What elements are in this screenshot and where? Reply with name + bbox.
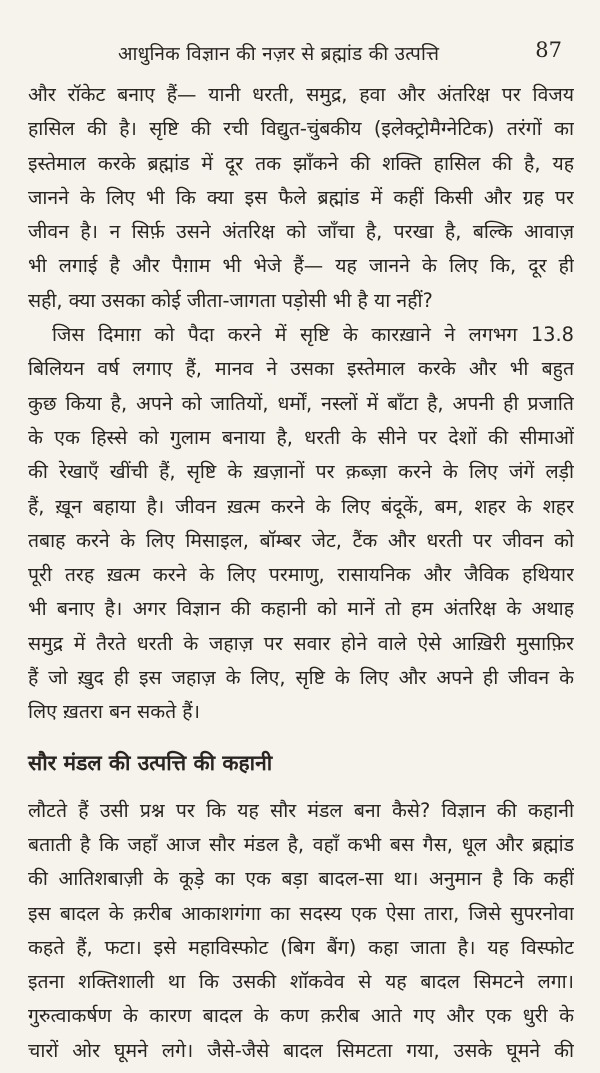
text-line: कहते हैं, फटा। इसे महाविस्फोट (बिग बैंग) कहा जाता है। यह विस्फोट [28, 935, 574, 959]
text-line: बताती है कि जहाँ आज सौर मंडल है, वहाँ कभी बस गैस, धूल और ब्रह्मांड [28, 832, 574, 856]
text-line: चारों ओर घूमने लगे। जैसे-जैसे बादल सिमटता गया, उसके घूमने की [28, 1038, 574, 1062]
section-heading: सौर मंडल की उत्पत्ति की कहानी [28, 750, 273, 775]
text-line: हैं, ख़ून बहाया है। जीवन ख़त्म करने के लिए बंदूकें, बम, शहर के शहर [28, 494, 574, 518]
text-line: और रॉकेट बनाए हैं— यानी धरती, समुद्र, हवा और अंतरिक्ष पर विजय [28, 83, 574, 106]
text-line: इतना शक्तिशाली था कि उसकी शॉकवेव से यह बादल सिमटने लगा। [28, 970, 574, 994]
text-line: जानने के लिए भी कि क्या इस फैले ब्रह्मांड में कहीं किसी और ग्रह पर [28, 185, 574, 209]
text-line: के एक हिस्से को गुलाम बनाया है, धरती के सीने पर देशों की सीमाओं [28, 425, 574, 449]
text-line: की रेखाएँ खींची हैं, सृष्टि के ख़ज़ानों पर क़ब्ज़ा करने के लिए जंगें लड़ी [28, 460, 574, 484]
page-number: 87 [535, 38, 562, 62]
paragraph-3 [28, 794, 574, 1068]
text-line: समुद्र में तैरते धरती के जहाज़ पर सवार होने वाले ऐसे आख़िरी मुसाफ़िर [28, 631, 574, 655]
text-line: सही, क्या उसका कोई जीता-जागता पड़ोसी भी है या नहीं? [28, 288, 433, 312]
paragraph-1 [28, 78, 574, 318]
text-line: लौटते हैं उसी प्रश्न पर कि यह सौर मंडल बना कैसे? विज्ञान की कहानी [28, 798, 574, 822]
text-line: हैं जो ख़ुद ही इस जहाज़ के लिए, सृष्टि के लिए और अपने ही जीवन के [28, 666, 574, 690]
text-line: तबाह करने के लिए मिसाइल, बॉम्बर जेट, टैंक और धरती पर जीवन को [28, 528, 574, 552]
text-line: बिलियन वर्ष लगाए हैं, मानव ने उसका इस्तेमाल करके और भी बहुत [28, 357, 574, 381]
text-line: जिस दिमाग़ को पैदा करने में सृष्टि के कारख़ाने ने लगभग 13.8 [52, 323, 574, 347]
text-line: इस बादल के क़रीब आकाशगंगा का सदस्य एक ऐसा तारा, जिसे सुपरनोवा [28, 901, 574, 925]
running-header [28, 38, 574, 78]
running-title: आधुनिक विज्ञान की नज़र से ब्रह्मांड की उत्पत्ति [118, 43, 440, 65]
text-line: भी बनाए है। अगर विज्ञान की कहानी को मानें तो हम अंतरिक्ष के अथाह [28, 597, 574, 621]
text-line: कुछ किया है, अपने को जातियों, धर्मों, नस्लों में बाँटा है, अपनी ही प्रजाति [28, 391, 574, 415]
text-line: इस्तेमाल करके ब्रह्मांड में दूर तक झाँकने की शक्ति हासिल की है, यह [28, 151, 574, 175]
text-line: हासिल की है। सृष्टि की रची विद्युत-चुंबकीय (इलेक्ट्रोमैग्नेटिक) तरंगों का [28, 117, 574, 141]
text-line: लिए ख़तरा बन सकते हैं। [28, 700, 200, 724]
text-line: पूरी तरह ख़त्म करने के लिए परमाणु, रासायनिक और जैविक हथियार [28, 563, 574, 587]
text-line: गुरुत्वाकर्षण के कारण बादल के कण क़रीब आते गए और एक धुरी के [28, 1004, 574, 1028]
text-line: की आतिशबाज़ी के कूड़े का एक बड़ा बादल-सा था। अनुमान है कि कहीं [28, 867, 574, 891]
paragraph-2 [28, 318, 574, 730]
text-line: जीवन है। न सिर्फ़ उसने अंतरिक्ष को जाँचा है, परखा है, बल्कि आवाज़ [28, 220, 574, 244]
text-line: भी लगाई है और पैग़ाम भी भेजे हैं— यह जानने के लिए कि, दूर ही [28, 254, 574, 278]
